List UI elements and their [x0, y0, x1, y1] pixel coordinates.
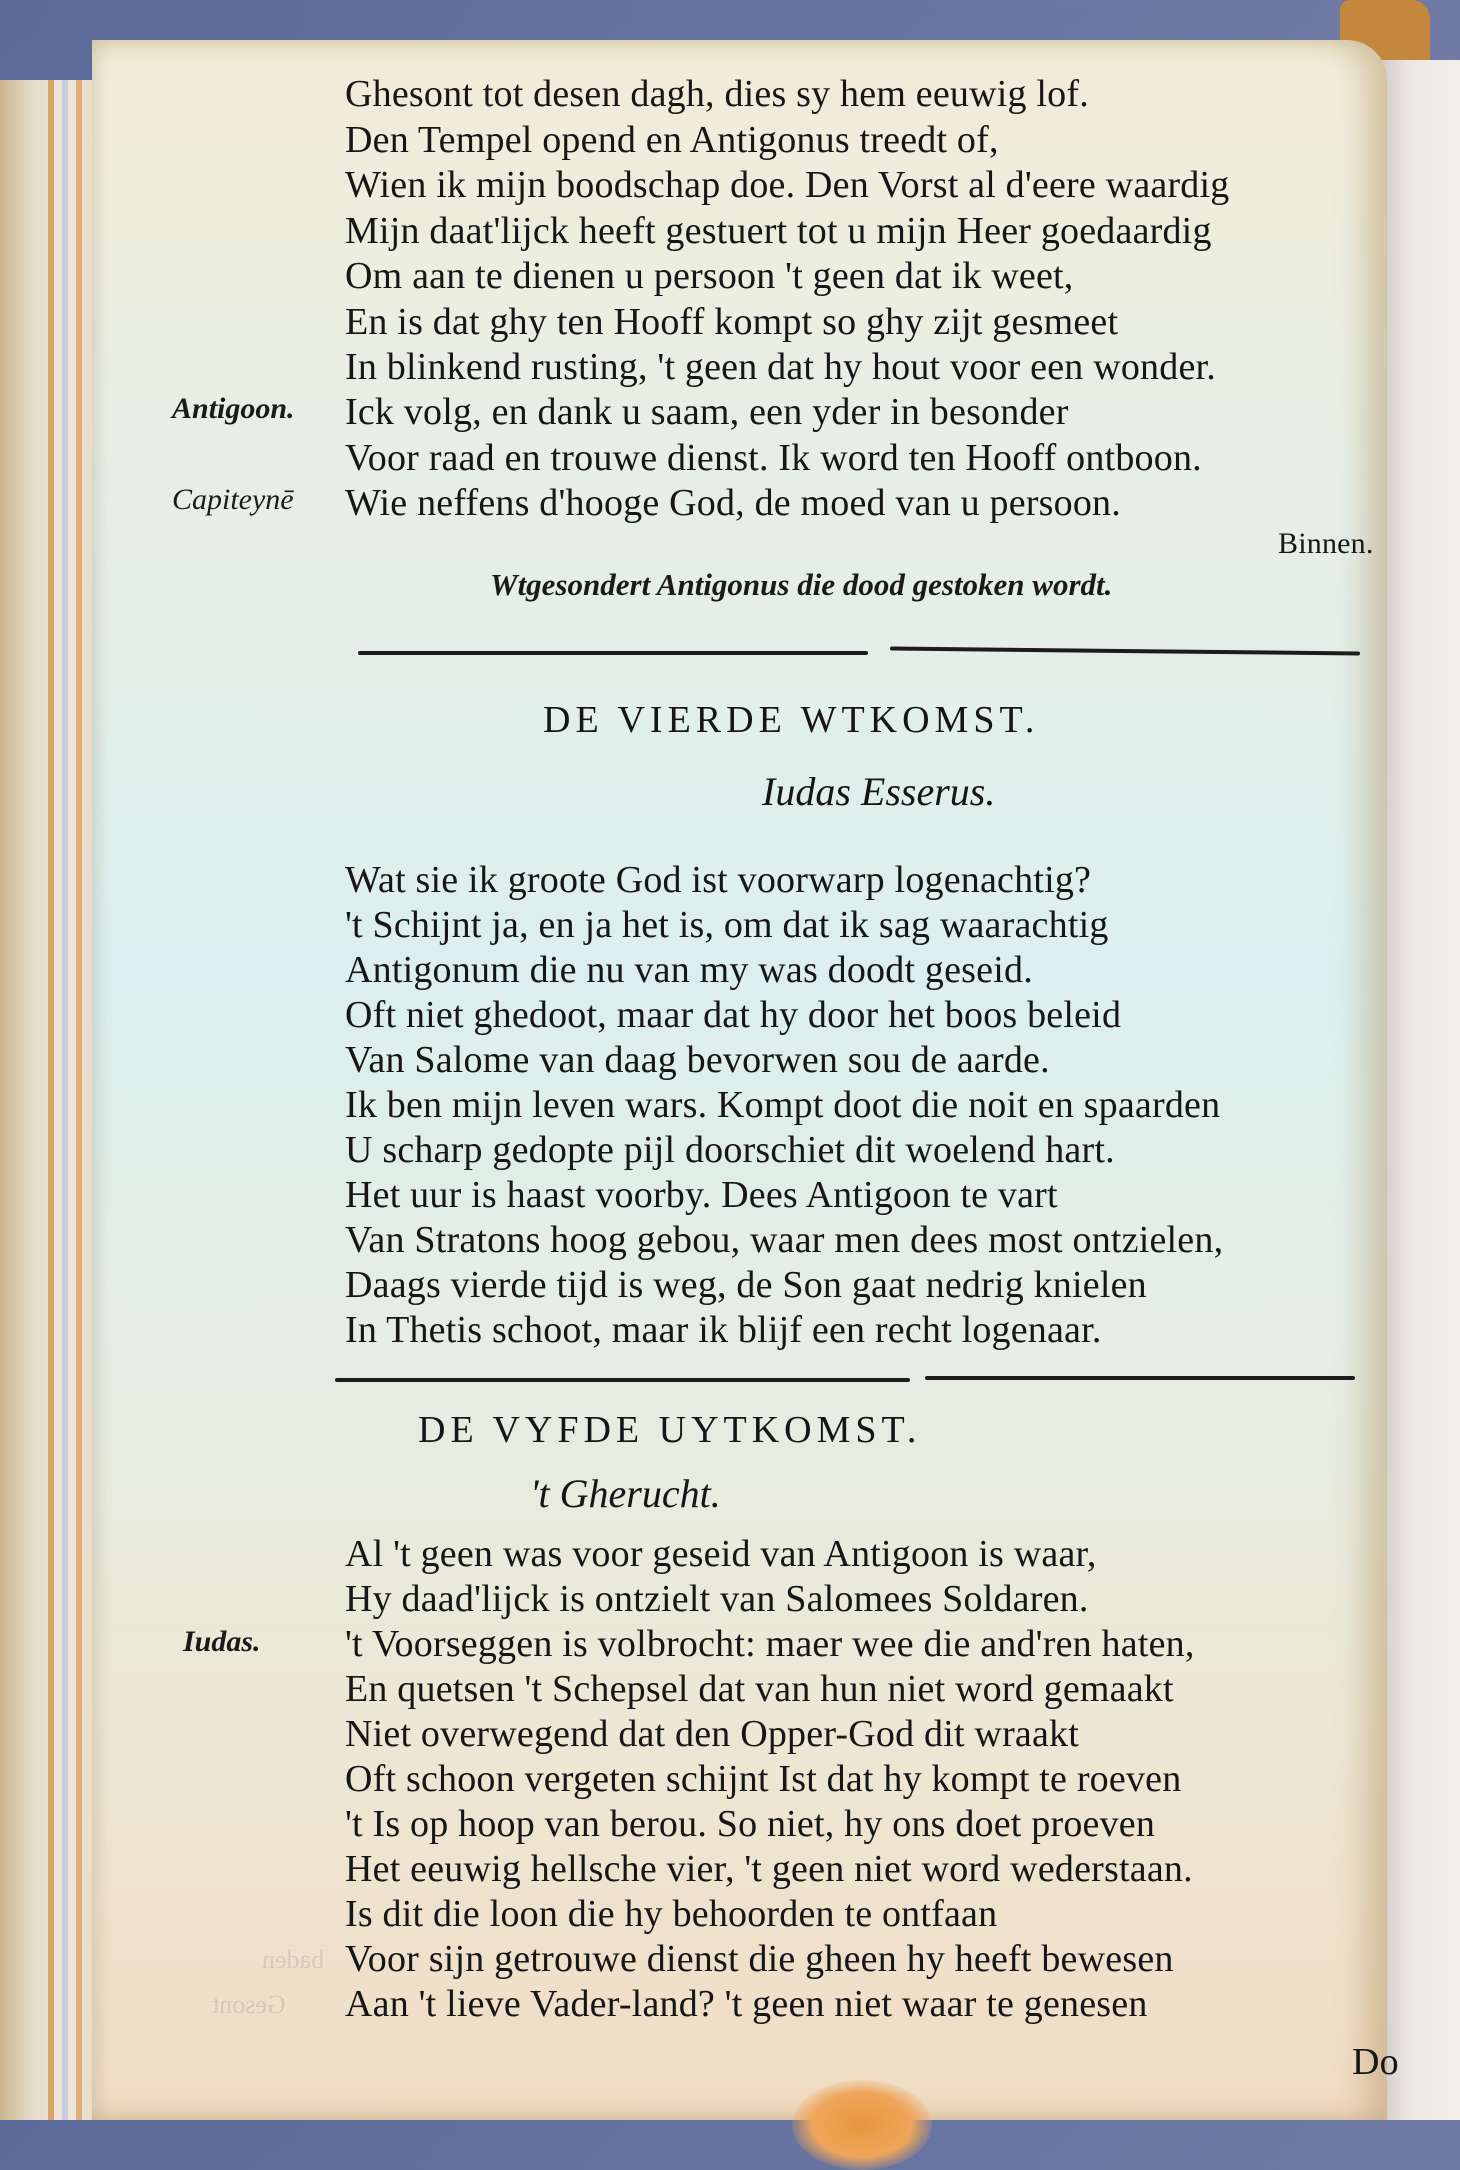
verse-line: Oft niet ghedoot, maar dat hy door het boos beleid	[345, 994, 1122, 1036]
right-page-edge	[1375, 60, 1460, 2120]
verse-line: U scharp gedopte pijl doorschiet dit woelend hart.	[345, 1129, 1115, 1171]
thumb-holding-page	[792, 2080, 932, 2170]
verse-line: 't Schijnt ja, en ja het is, om dat ik sag waarachtig	[345, 904, 1109, 946]
exit-direction: Binnen.	[1278, 527, 1374, 560]
verse-line: 't Is op hoop van berou. So niet, hy ons doet proeven	[345, 1803, 1156, 1845]
stage-direction: Wtgesondert Antigonus die dood gestoken wordt.	[490, 567, 1113, 602]
verse-line: En is dat ghy ten Hooff kompt so ghy zijt gesmeet	[345, 301, 1119, 343]
speaker-label: Iudas.	[183, 1625, 261, 1658]
section-divider	[335, 1378, 910, 1382]
catchword: Do	[1352, 2041, 1399, 2083]
verse-line: Oft schoon vergeten schijnt Ist dat hy kompt te roeven	[345, 1758, 1182, 1800]
verse-line: In Thetis schoot, maar ik blijf een recht logenaar.	[345, 1309, 1102, 1351]
verse-line: Ik ben mijn leven wars. Kompt doot die noit en spaarden	[345, 1084, 1221, 1126]
verse-line: Ghesont tot desen dagh, dies sy hem eeuwig lof.	[345, 73, 1089, 115]
character-name: 't Gherucht.	[530, 1471, 721, 1516]
character-name: Iudas Esserus.	[762, 769, 996, 814]
verse-line: Wie neffens d'hooge God, de moed van u persoon.	[345, 482, 1121, 524]
section-divider	[925, 1376, 1355, 1380]
bleedthrough-text: Gesont	[212, 1990, 286, 2019]
verse-line: Mijn daat'lijck heeft gestuert tot u mijn Heer goedaardig	[345, 210, 1212, 252]
verse-line: Het uur is haast voorby. Dees Antigoon te vart	[345, 1174, 1058, 1216]
verse-line: Daags vierde tijd is weg, de Son gaat nedrig knielen	[345, 1264, 1147, 1306]
verse-line: Ick volg, en dank u saam, een yder in besonder	[345, 391, 1069, 433]
verse-line: En quetsen 't Schepsel dat van hun niet word gemaakt	[345, 1668, 1174, 1710]
verse-line: Wien ik mijn boodschap doe. Den Vorst al d'eere waardig	[345, 164, 1230, 206]
page-edge-stripe	[62, 80, 68, 2120]
speaker-label: Capiteynē	[172, 483, 294, 516]
verse-line: Voor raad en trouwe dienst. Ik word ten Hooff ontboon.	[345, 437, 1202, 479]
verse-line: Antigonum die nu van my was doodt geseid.	[345, 949, 1033, 991]
verse-line: Den Tempel opend en Antigonus treedt of,	[345, 119, 999, 161]
bleedthrough-text: baden	[262, 1945, 325, 1974]
verse-line: In blinkend rusting, 't geen dat hy hout voor een wonder.	[345, 346, 1216, 388]
page-edge-stripe	[48, 80, 54, 2120]
section-heading: DE VIERDE WTKOMST.	[543, 699, 1040, 741]
verse-line: Al 't geen was voor geseid van Antigoon is waar,	[345, 1533, 1097, 1575]
verse-line: 't Voorseggen is volbrocht: maer wee die and'ren haten,	[345, 1623, 1195, 1665]
section-divider	[358, 651, 868, 655]
verse-line: Aan 't lieve Vader-land? 't geen niet waar te genesen	[345, 1983, 1148, 2025]
verse-line: Voor sijn getrouwe dienst die gheen hy heeft bewesen	[345, 1938, 1174, 1980]
section-heading: DE VYFDE UYTKOMST.	[418, 1409, 922, 1451]
speaker-label: Antigoon.	[172, 392, 295, 425]
verse-line: Het eeuwig hellsche vier, 't geen niet word wederstaan.	[345, 1848, 1193, 1890]
page-edge-stripe	[76, 80, 82, 2120]
verse-line: Van Salome van daag bevorwen sou de aarde.	[345, 1039, 1050, 1081]
verse-line: Is dit die loon die hy behoorden te ontfaan	[345, 1893, 998, 1935]
verse-line: Niet overwegend dat den Opper-God dit wraakt	[345, 1713, 1080, 1755]
verse-line: Wat sie ik groote God ist voorwarp logenachtig?	[345, 859, 1092, 901]
verse-line: Van Stratons hoog gebou, waar men dees most ontzielen,	[345, 1219, 1224, 1261]
verse-line: Hy daad'lijck is ontzielt van Salomees Soldaren.	[345, 1578, 1089, 1620]
verse-line: Om aan te dienen u persoon 't geen dat ik weet,	[345, 255, 1074, 297]
